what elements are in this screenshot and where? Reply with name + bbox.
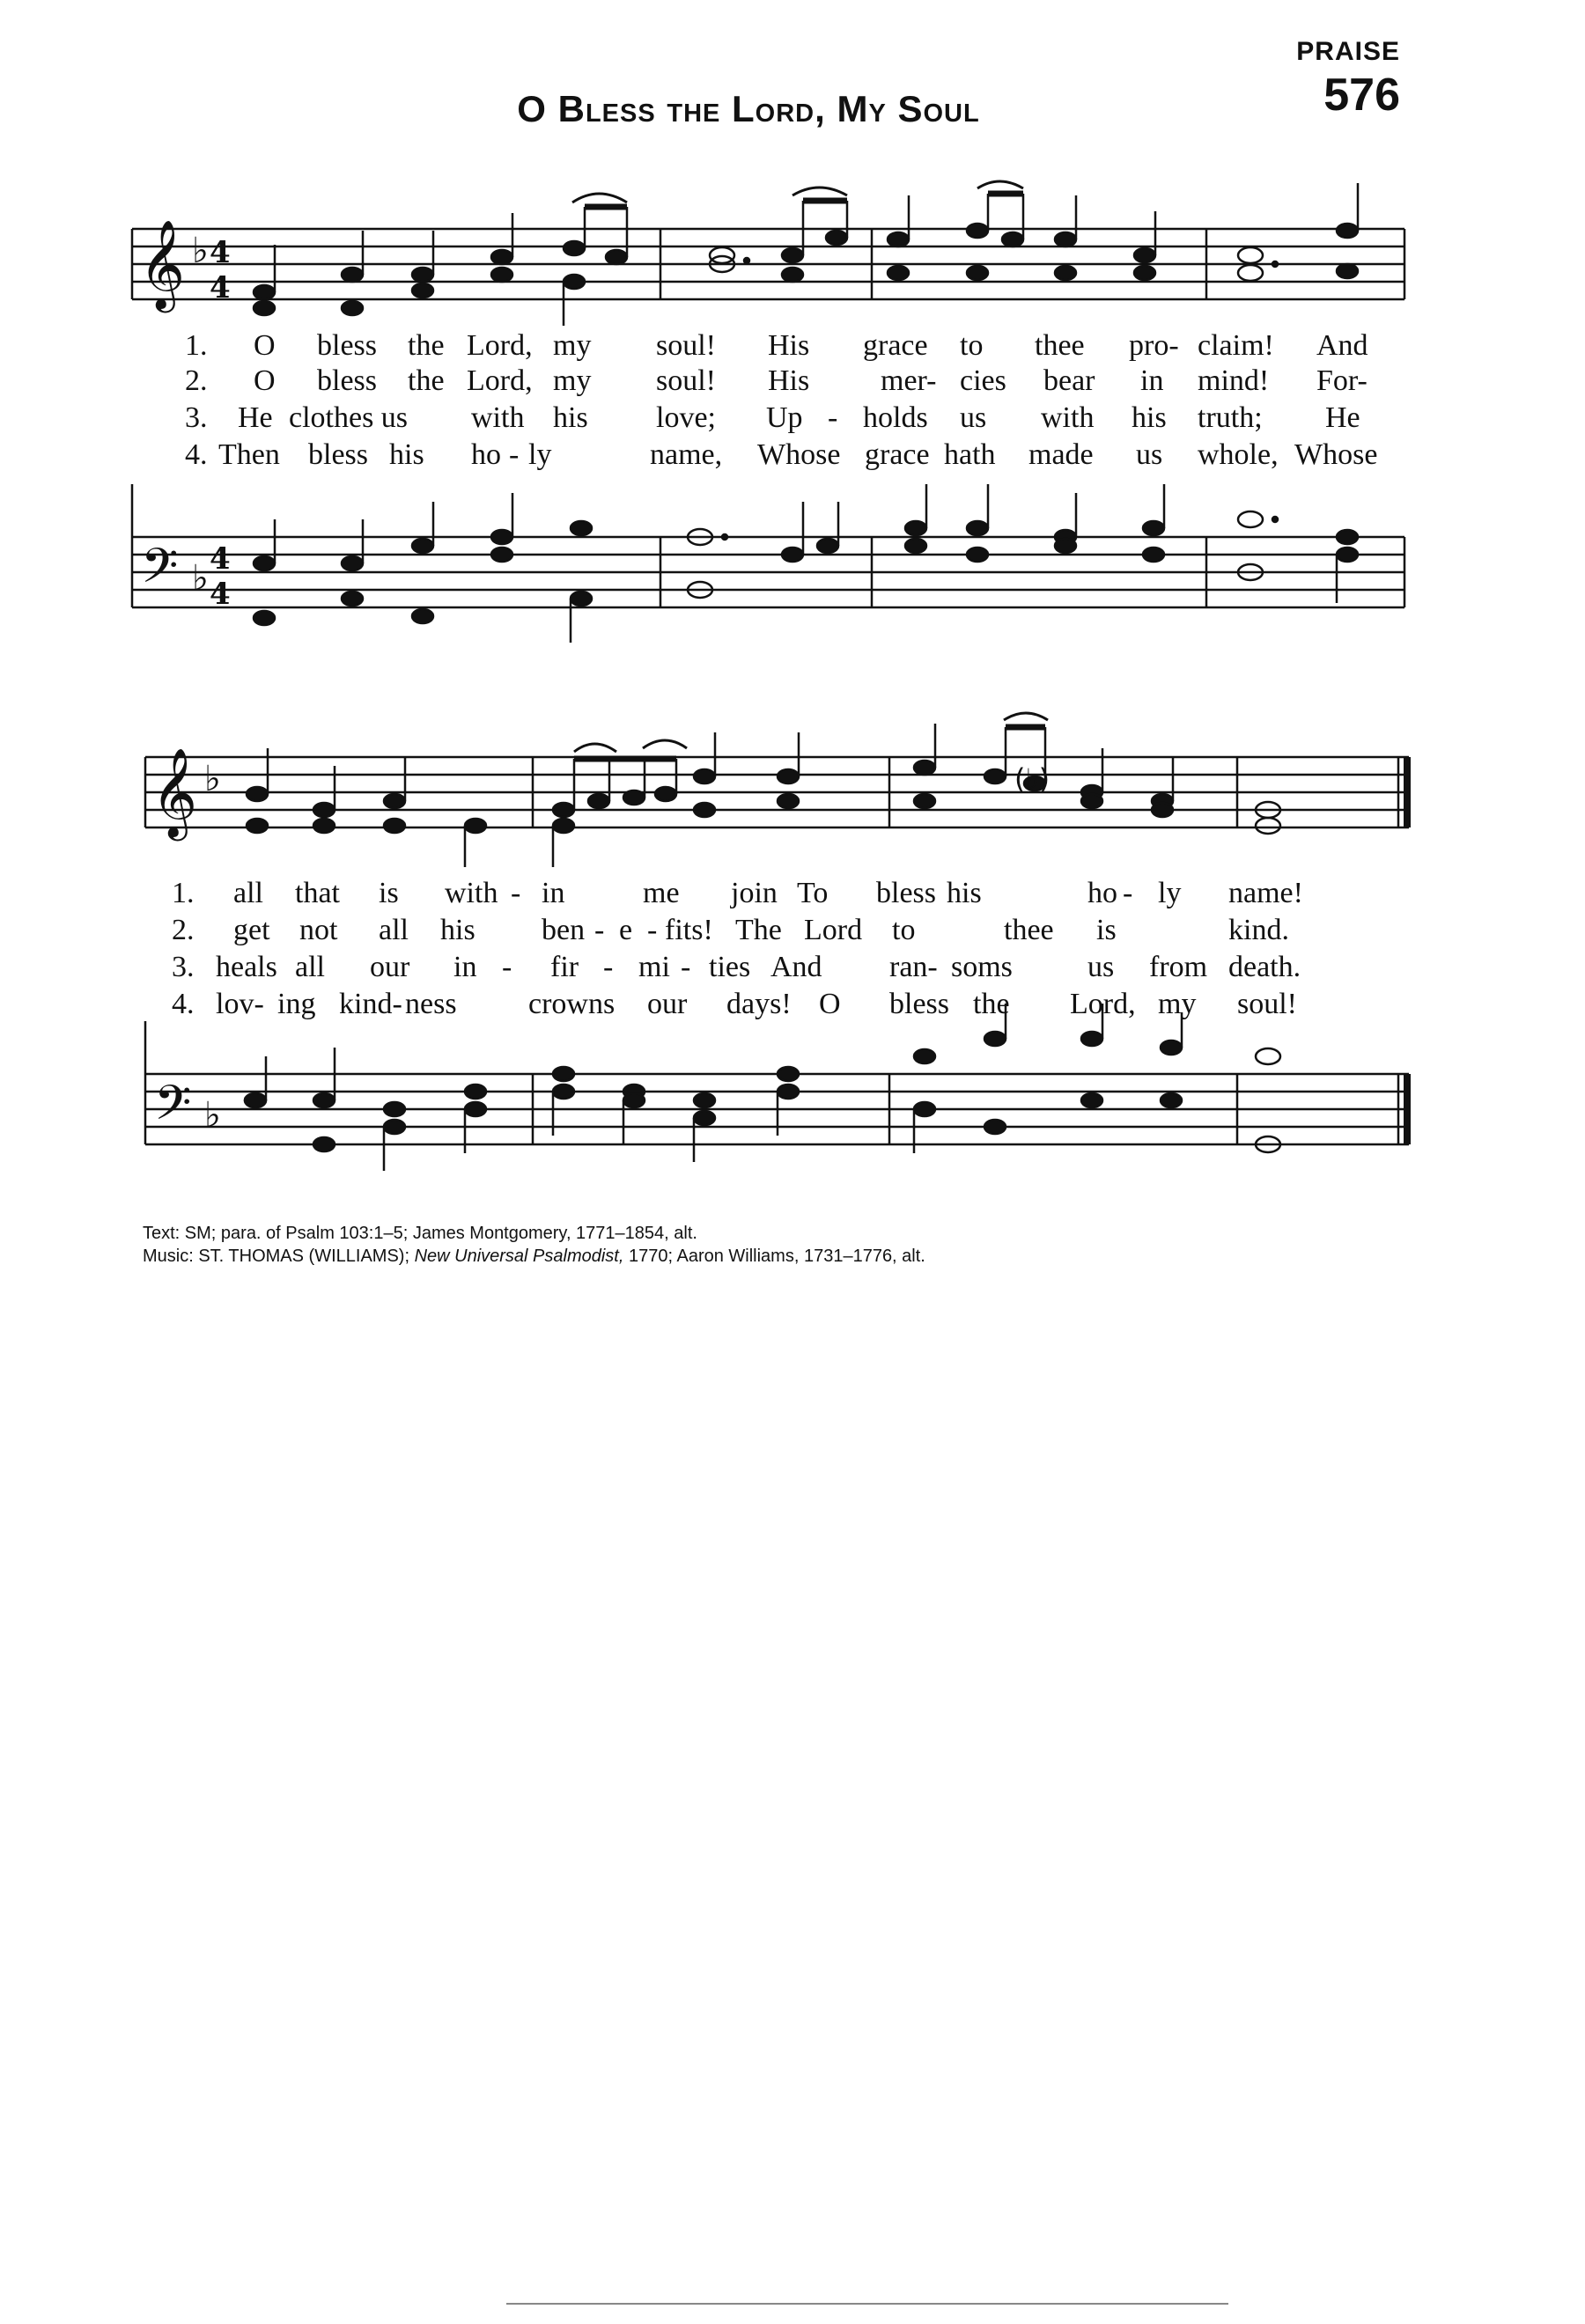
svg-text:4: 4: [210, 541, 231, 577]
hymn-title: O Bless the Lord, My Soul: [517, 88, 980, 129]
svg-text:4: 4: [210, 270, 231, 305]
system-2-treble-staff: [0, 713, 1585, 872]
svg-text:(♭): (♭): [1014, 762, 1051, 796]
svg-text:♭: ♭: [192, 231, 209, 271]
system-2-bass-staff: [0, 1030, 1585, 1180]
bass-clef-icon: 𝄢: [141, 538, 179, 606]
svg-text:4: 4: [210, 577, 231, 612]
music-credit: Music: ST. THOMAS (WILLIAMS); New Universal Psalmodist, 1770; Aaron Williams, 1731–1776, alt.: [143, 1247, 925, 1266]
svg-text:♭: ♭: [192, 558, 209, 599]
hymn-number: 576: [1323, 70, 1400, 121]
treble-clef-icon: 𝄞: [151, 746, 198, 837]
svg-text:♭: ♭: [204, 759, 221, 799]
credits: [143, 1222, 925, 1268]
svg-text:♭: ♭: [204, 1095, 221, 1136]
system-1-bass-staff: [0, 493, 1585, 643]
system-1-treble-staff: [0, 176, 1585, 335]
treble-clef-icon: 𝄞: [139, 218, 186, 309]
section-label: PRAISE: [1296, 37, 1400, 66]
text-credit: Text: SM; para. of Psalm 103:1–5; James Montgomery, 1771–1854, alt.: [143, 1224, 697, 1243]
footer-rule: [506, 2303, 1228, 2305]
bass-clef-icon: 𝄢: [154, 1075, 192, 1143]
svg-text:4: 4: [210, 235, 231, 270]
